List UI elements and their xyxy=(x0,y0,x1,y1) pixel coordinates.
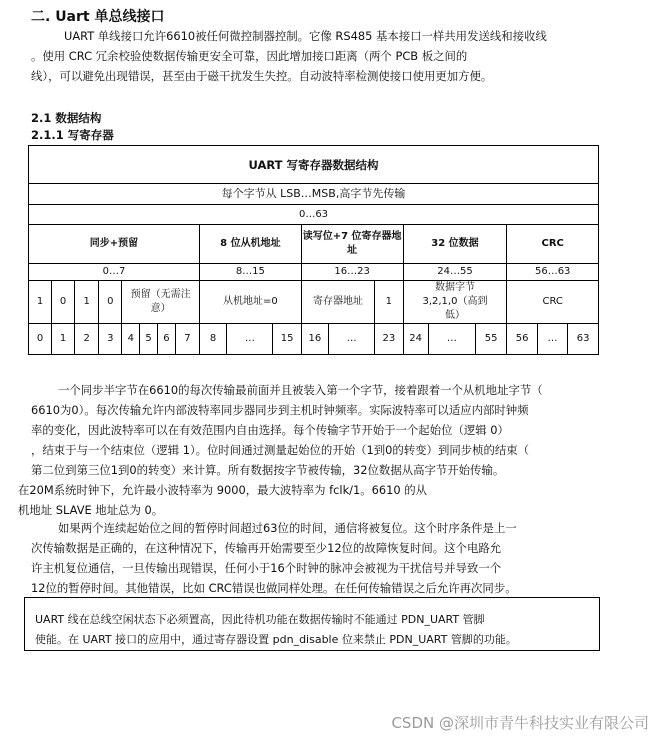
bit-index: 63 xyxy=(568,324,599,355)
field-header: 读写位+7 位寄存器地址 xyxy=(301,225,403,264)
bit-index: 5 xyxy=(140,324,158,355)
field-range: 8…15 xyxy=(199,264,301,281)
body-line: 机地址 SLAVE 地址总为 0。 xyxy=(18,503,164,517)
body-line: 在20M系统时钟下，允许最小波特率为 9000，最大波特率为 fclk/1。6610 的从 xyxy=(18,483,428,497)
bit-index: 23 xyxy=(375,324,403,355)
section-heading: 二. Uart 单总线接口 xyxy=(31,9,165,25)
bit-index: … xyxy=(227,324,273,355)
body-line: ，结束于与一个结束位（逻辑 1）。位时间通过测量起始位的开始（1到0的转变）到同步桢的结束（ xyxy=(31,443,530,457)
note-line: UART 线在总线空闲状态下必须置高，因此待机功能在数据传输时不能通过 PDN_UART 管脚 xyxy=(35,613,485,626)
body-line: 如果两个连续起始位之间的暂停时间超过63位的时间，通信将被复位。这个时序条件是上一 xyxy=(58,521,517,535)
sync-bit: 0 xyxy=(99,281,122,324)
body-line: 率的变化，因此波特率可以在有效范围内自由选择。每个传输字节开始于一个起始位（逻辑 0） xyxy=(31,423,509,437)
intro-line: 线），可以避免出现错误，甚至由于磁干扰发生失控。自动波特率检测使接口使用更加方便。 xyxy=(31,69,493,83)
intro-line: UART 单线接口允许6610被任何微控制器控制。它像 RS485 基本接口一样共用发送线和接收线 xyxy=(64,29,547,43)
sync-bit: 0 xyxy=(52,281,75,324)
field-header: 32 位数据 xyxy=(403,225,507,264)
field-header: 同步+预留 xyxy=(29,225,200,264)
field-header: CRC xyxy=(507,225,599,264)
bit-index: 7 xyxy=(175,324,199,355)
bit-index: 55 xyxy=(475,324,506,355)
reserved-cell: 预留（无需注意） xyxy=(122,281,200,324)
body-line: 一个同步半字节在6610的每次传输最前面并且被装入第一个字节，接着跟着一个从机地址字节（ xyxy=(58,383,543,397)
bit-index: … xyxy=(428,324,475,355)
note-line: 使能。在 UART 接口的应用中，通过寄存器设置 pdn_disable 位来禁止 PDN_UART 管脚的功能。 xyxy=(35,633,517,646)
rw-bit-cell: 1 xyxy=(375,281,403,324)
subsubsection-heading: 2.1.1 写寄存器 xyxy=(31,128,114,142)
sync-bit: 1 xyxy=(75,281,99,324)
bit-index: 56 xyxy=(507,324,537,355)
byte-order: 每个字节从 LSB…MSB,高字节先传输 xyxy=(29,184,599,205)
bit-index: … xyxy=(329,324,375,355)
table-title: UART 写寄存器数据结构 xyxy=(29,146,599,184)
sync-bit: 1 xyxy=(29,281,52,324)
subsection-heading: 2.1 数据结构 xyxy=(31,111,102,125)
field-range: 0…7 xyxy=(29,264,200,281)
bit-range-all: 0…63 xyxy=(29,205,599,225)
body-line: 6610为0）。每次传输允许内部波特率同步器同步到主机时钟频率。实际波特率可以适应内部时钟频 xyxy=(31,403,529,417)
bit-index: 1 xyxy=(52,324,75,355)
bit-index: 15 xyxy=(273,324,301,355)
body-line: 许主机复位通信，一旦传输出现错误，任何小于16个时钟的脉冲会被视为干扰信号并导致一个 xyxy=(31,561,502,575)
register-address-cell: 寄存器地址 xyxy=(301,281,374,324)
bit-index: 0 xyxy=(29,324,52,355)
bit-index: … xyxy=(537,324,567,355)
data-cell: 数据字节 3,2,1,0（高到低） xyxy=(403,281,507,324)
bit-index: 3 xyxy=(99,324,122,355)
body-line: 12位的暂停时间。其他错误，比如 CRC错误也做同样处理。在任何传输错误之后允许再次同步。 xyxy=(31,581,517,595)
bit-index: 6 xyxy=(158,324,176,355)
field-header: 8 位从机地址 xyxy=(199,225,301,264)
note-box xyxy=(24,597,600,651)
intro-line: 。使用 CRC 冗余校验使数据传输更安全可靠，因此增加接口距离（两个 PCB 板之间的 xyxy=(31,49,468,63)
field-range: 16…23 xyxy=(301,264,403,281)
body-line: 第二位到第三位1到0的转变）来计算。所有数据按字节被传输，32位数据从高字节开始传输。 xyxy=(31,463,505,477)
bit-index: 8 xyxy=(199,324,226,355)
field-range: 56…63 xyxy=(507,264,599,281)
bit-index: 4 xyxy=(122,324,140,355)
field-range: 24…55 xyxy=(403,264,507,281)
body-line: 次传输数据是正确的，在这种情况下，传输再开始需要至少12位的故障恢复时间。这个电路允 xyxy=(31,541,502,555)
crc-cell: CRC xyxy=(507,281,599,324)
slave-address-cell: 从机地址=0 xyxy=(199,281,301,324)
register-table xyxy=(28,145,599,355)
bit-index: 2 xyxy=(75,324,99,355)
watermark: CSDN @深圳市青牛科技实业有限公司 xyxy=(391,714,649,732)
bit-index: 24 xyxy=(403,324,428,355)
bit-index: 16 xyxy=(301,324,328,355)
